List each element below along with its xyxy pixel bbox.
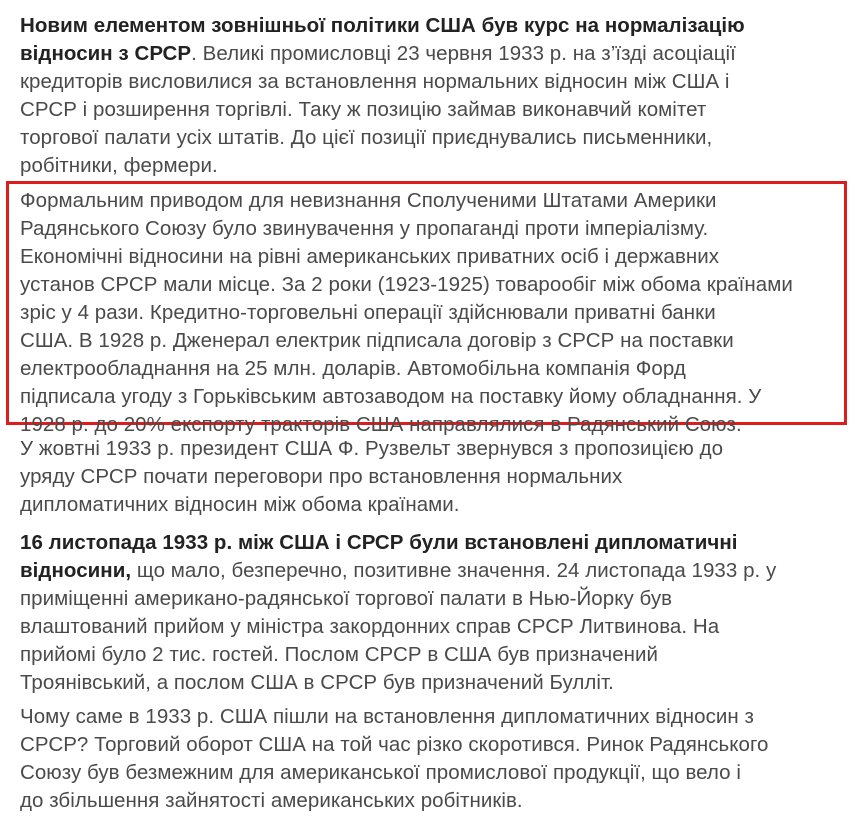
text-line: 16 листопада 1933 р. між США і СРСР були встановлені дипломатичні xyxy=(20,531,738,554)
text-line: до збільшення зайнятості американських робітників. xyxy=(20,789,523,812)
text-line: США. В 1928 р. Дженерал електрик підписала договір з СРСР на поставки xyxy=(20,329,734,352)
text-line: приміщенні американо-радянської торгової палати в Нью-Йорку був xyxy=(20,587,673,610)
text-line: торгової палати усіх штатів. До цієї позиції приєднувались письменники, xyxy=(20,126,713,149)
paragraph-highlighted-economic-relations xyxy=(20,187,850,439)
text-line: СРСР і розширення торгівлі. Таку ж позицію займав виконавчий комітет xyxy=(20,98,707,121)
paragraph-roosevelt-proposal xyxy=(20,435,850,519)
paragraph-diplomatic-relations-established xyxy=(20,529,850,697)
text-line: відносини, що мало, безперечно, позитивне значення. 24 листопада 1933 р. у xyxy=(20,559,777,582)
paragraph-why-1933 xyxy=(20,703,850,815)
text-line: 1928 р. до 20% експорту тракторів США направлялися в Радянський Союз. xyxy=(20,413,742,436)
text-line: уряду СРСР почати переговори про встановлення нормальних xyxy=(20,465,623,488)
text-line: робітники, фермери. xyxy=(20,154,218,177)
text-line: прийомі було 2 тис. гостей. Послом СРСР в США був призначений xyxy=(20,643,659,666)
text-line: влаштований прийом у міністра закордонних справ СРСР Литвинова. На xyxy=(20,615,720,638)
text-line: підписала угоду з Горьківським автозаводом на поставку йому обладнання. У xyxy=(20,385,762,408)
text-line: Формальним приводом для невизнання Сполученими Штатами Америки xyxy=(20,189,717,212)
text-line: установ СРСР мали місце. За 2 роки (1923-1925) товарообіг між обома країнами xyxy=(20,273,793,296)
text-line: У жовтні 1933 р. президент США Ф. Рузвельт звернувся з пропозицією до xyxy=(20,437,724,460)
text-line: зріс у 4 рази. Кредитно-торговельні операції здійснювали приватні банки xyxy=(20,301,716,324)
paragraph-us-foreign-policy xyxy=(20,12,850,180)
text-line: електрообладнання на 25 млн. доларів. Автомобільна компанія Форд xyxy=(20,357,686,380)
text-line: відносин з СРСР. Великі промисловці 23 червня 1933 р. на з’їзді асоціації xyxy=(20,42,736,65)
text-line: Новим елементом зовнішньої політики США був курс на нормалізацію xyxy=(20,14,745,37)
text-line: Троянівський, а послом США в СРСР був призначений Булліт. xyxy=(20,671,614,694)
text-line: Чому саме в 1933 р. США пішли на встановлення дипломатичних відносин з xyxy=(20,705,754,728)
text-line: Економічні відносини на рівні американських приватних осіб і державних xyxy=(20,245,720,268)
text-line: Радянського Союзу було звинувачення у пропаганді проти імперіалізму. xyxy=(20,217,709,240)
text-line: Союзу був безмежним для американської промислової продукції, що вело і xyxy=(20,761,741,784)
text-line: дипломатичних відносин між обома країнами. xyxy=(20,493,460,516)
text-line: кредиторів висловилися за встановлення нормальних відносин між США і xyxy=(20,70,730,93)
text-line: СРСР? Торговий оборот США на той час різко скоротився. Ринок Радянського xyxy=(20,733,769,756)
